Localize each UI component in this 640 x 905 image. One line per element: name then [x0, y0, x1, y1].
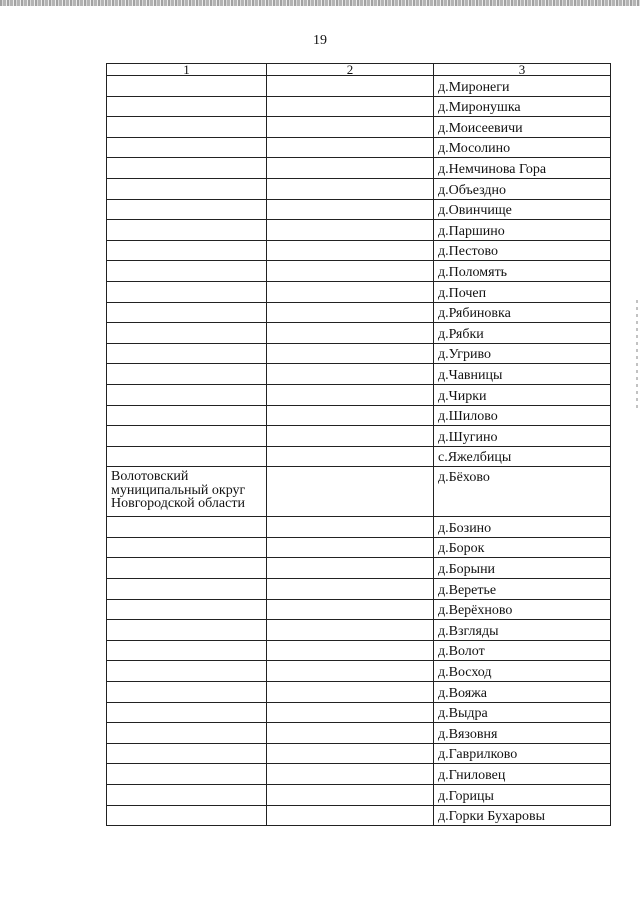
table-row: [107, 199, 611, 220]
settlement-cell: д.Миронушка: [434, 96, 611, 117]
table-row: [107, 405, 611, 426]
column-2-cell: [267, 558, 434, 579]
settlement-cell: д.Рябки: [434, 323, 611, 344]
table-row: [107, 467, 611, 517]
column-2-cell: [267, 537, 434, 558]
table-row: [107, 661, 611, 682]
table-row: [107, 446, 611, 467]
table-row: [107, 805, 611, 826]
column-2-cell: [267, 76, 434, 97]
settlement-cell: д.Чирки: [434, 384, 611, 405]
column-2-cell: [267, 364, 434, 385]
table-row: [107, 682, 611, 703]
column-2-cell: [267, 405, 434, 426]
settlement-cell: д.Овинчище: [434, 199, 611, 220]
column-2-cell: [267, 743, 434, 764]
table-row: [107, 364, 611, 385]
table-row: [107, 723, 611, 744]
table-row: [107, 743, 611, 764]
table-row: [107, 517, 611, 538]
scan-edge-artifact: [0, 0, 640, 6]
page-number: 19: [313, 33, 327, 48]
column-2-cell: [267, 178, 434, 199]
settlement-cell: д.Горицы: [434, 785, 611, 806]
column-2-cell: [267, 158, 434, 179]
table-row: [107, 261, 611, 282]
table-row: [107, 281, 611, 302]
district-cell: [107, 405, 267, 426]
settlement-cell: д.Чавницы: [434, 364, 611, 385]
district-cell: [107, 764, 267, 785]
column-2-cell: [267, 661, 434, 682]
settlement-cell: д.Гаврилково: [434, 743, 611, 764]
column-2-cell: [267, 117, 434, 138]
table-row: [107, 426, 611, 447]
settlement-cell: д.Выдра: [434, 702, 611, 723]
district-cell: [107, 558, 267, 579]
settlement-cell: д.Рябиновка: [434, 302, 611, 323]
column-2-cell: [267, 384, 434, 405]
column-2-cell: [267, 682, 434, 703]
district-cell: [107, 240, 267, 261]
district-cell: [107, 805, 267, 826]
settlement-cell: д.Угриво: [434, 343, 611, 364]
district-cell: [107, 76, 267, 97]
district-cell: [107, 96, 267, 117]
table-row: [107, 620, 611, 641]
settlement-cell: д.Мосолино: [434, 137, 611, 158]
table-row: [107, 599, 611, 620]
settlement-cell: д.Немчинова Гора: [434, 158, 611, 179]
column-2-cell: [267, 579, 434, 600]
column-2-cell: [267, 785, 434, 806]
settlement-cell: д.Миронеги: [434, 76, 611, 97]
column-2-cell: [267, 343, 434, 364]
table-row: [107, 764, 611, 785]
district-cell: [107, 158, 267, 179]
column-2-cell: [267, 137, 434, 158]
table-row: [107, 640, 611, 661]
settlement-cell: д.Вязовня: [434, 723, 611, 744]
table-row: [107, 785, 611, 806]
district-cell: [107, 579, 267, 600]
column-header-1: 1: [107, 64, 267, 76]
district-cell: [107, 785, 267, 806]
table-row: [107, 579, 611, 600]
settlement-cell: д.Моисеевичи: [434, 117, 611, 138]
settlement-cell: д.Борок: [434, 537, 611, 558]
settlement-cell: д.Борыни: [434, 558, 611, 579]
settlement-cell: д.Волот: [434, 640, 611, 661]
column-2-cell: [267, 467, 434, 517]
column-2-cell: [267, 323, 434, 344]
district-cell: [107, 261, 267, 282]
table-header-row: [107, 64, 611, 76]
column-2-cell: [267, 261, 434, 282]
column-2-cell: [267, 620, 434, 641]
district-cell: [107, 426, 267, 447]
column-2-cell: [267, 702, 434, 723]
scan-margin-mark: [636, 300, 638, 410]
table-row: [107, 343, 611, 364]
table-row: [107, 158, 611, 179]
settlement-cell: д.Бёхово: [434, 467, 611, 517]
district-cell: [107, 364, 267, 385]
table-row: [107, 76, 611, 97]
column-2-cell: [267, 426, 434, 447]
table-row: [107, 323, 611, 344]
column-2-cell: [267, 805, 434, 826]
table-row: [107, 117, 611, 138]
district-cell: [107, 281, 267, 302]
table-row: [107, 137, 611, 158]
district-cell: [107, 323, 267, 344]
settlement-cell: д.Шилово: [434, 405, 611, 426]
district-cell: [107, 517, 267, 538]
district-cell: [107, 302, 267, 323]
settlement-cell: д.Веретье: [434, 579, 611, 600]
district-cell: Волотовский муниципальный округ Новгородской области: [107, 467, 267, 517]
district-cell: [107, 620, 267, 641]
column-2-cell: [267, 281, 434, 302]
district-cell: [107, 117, 267, 138]
district-cell: [107, 599, 267, 620]
district-cell: [107, 537, 267, 558]
district-cell: [107, 661, 267, 682]
column-2-cell: [267, 446, 434, 467]
column-2-cell: [267, 302, 434, 323]
settlement-cell: д.Горки Бухаровы: [434, 805, 611, 826]
column-2-cell: [267, 517, 434, 538]
column-2-cell: [267, 199, 434, 220]
settlement-cell: д.Бозино: [434, 517, 611, 538]
district-cell: [107, 178, 267, 199]
column-2-cell: [267, 599, 434, 620]
settlement-cell: д.Поломять: [434, 261, 611, 282]
column-header-2: 2: [267, 64, 434, 76]
district-cell: [107, 137, 267, 158]
table-row: [107, 384, 611, 405]
column-2-cell: [267, 723, 434, 744]
table-row: [107, 302, 611, 323]
district-cell: [107, 446, 267, 467]
settlement-cell: с.Яжелбицы: [434, 446, 611, 467]
district-cell: [107, 702, 267, 723]
column-2-cell: [267, 640, 434, 661]
settlement-cell: д.Почеп: [434, 281, 611, 302]
table-row: [107, 178, 611, 199]
table-row: [107, 220, 611, 241]
district-cell: [107, 199, 267, 220]
settlement-cell: д.Объездно: [434, 178, 611, 199]
settlement-cell: д.Верёхново: [434, 599, 611, 620]
settlement-cell: д.Взгляды: [434, 620, 611, 641]
column-2-cell: [267, 764, 434, 785]
settlement-cell: д.Вояжа: [434, 682, 611, 703]
district-cell: [107, 220, 267, 241]
settlements-table: [106, 63, 611, 826]
table-row: [107, 240, 611, 261]
column-2-cell: [267, 96, 434, 117]
settlement-cell: д.Шугино: [434, 426, 611, 447]
table-row: [107, 537, 611, 558]
district-cell: [107, 343, 267, 364]
district-cell: [107, 743, 267, 764]
table-row: [107, 96, 611, 117]
settlement-cell: д.Пестово: [434, 240, 611, 261]
table-row: [107, 558, 611, 579]
district-cell: [107, 723, 267, 744]
column-2-cell: [267, 240, 434, 261]
table-body: [107, 64, 611, 826]
settlement-cell: д.Восход: [434, 661, 611, 682]
district-cell: [107, 682, 267, 703]
column-header-3: 3: [434, 64, 611, 76]
district-cell: [107, 640, 267, 661]
column-2-cell: [267, 220, 434, 241]
settlement-cell: д.Паршино: [434, 220, 611, 241]
settlement-cell: д.Гниловец: [434, 764, 611, 785]
district-cell: [107, 384, 267, 405]
table-row: [107, 702, 611, 723]
